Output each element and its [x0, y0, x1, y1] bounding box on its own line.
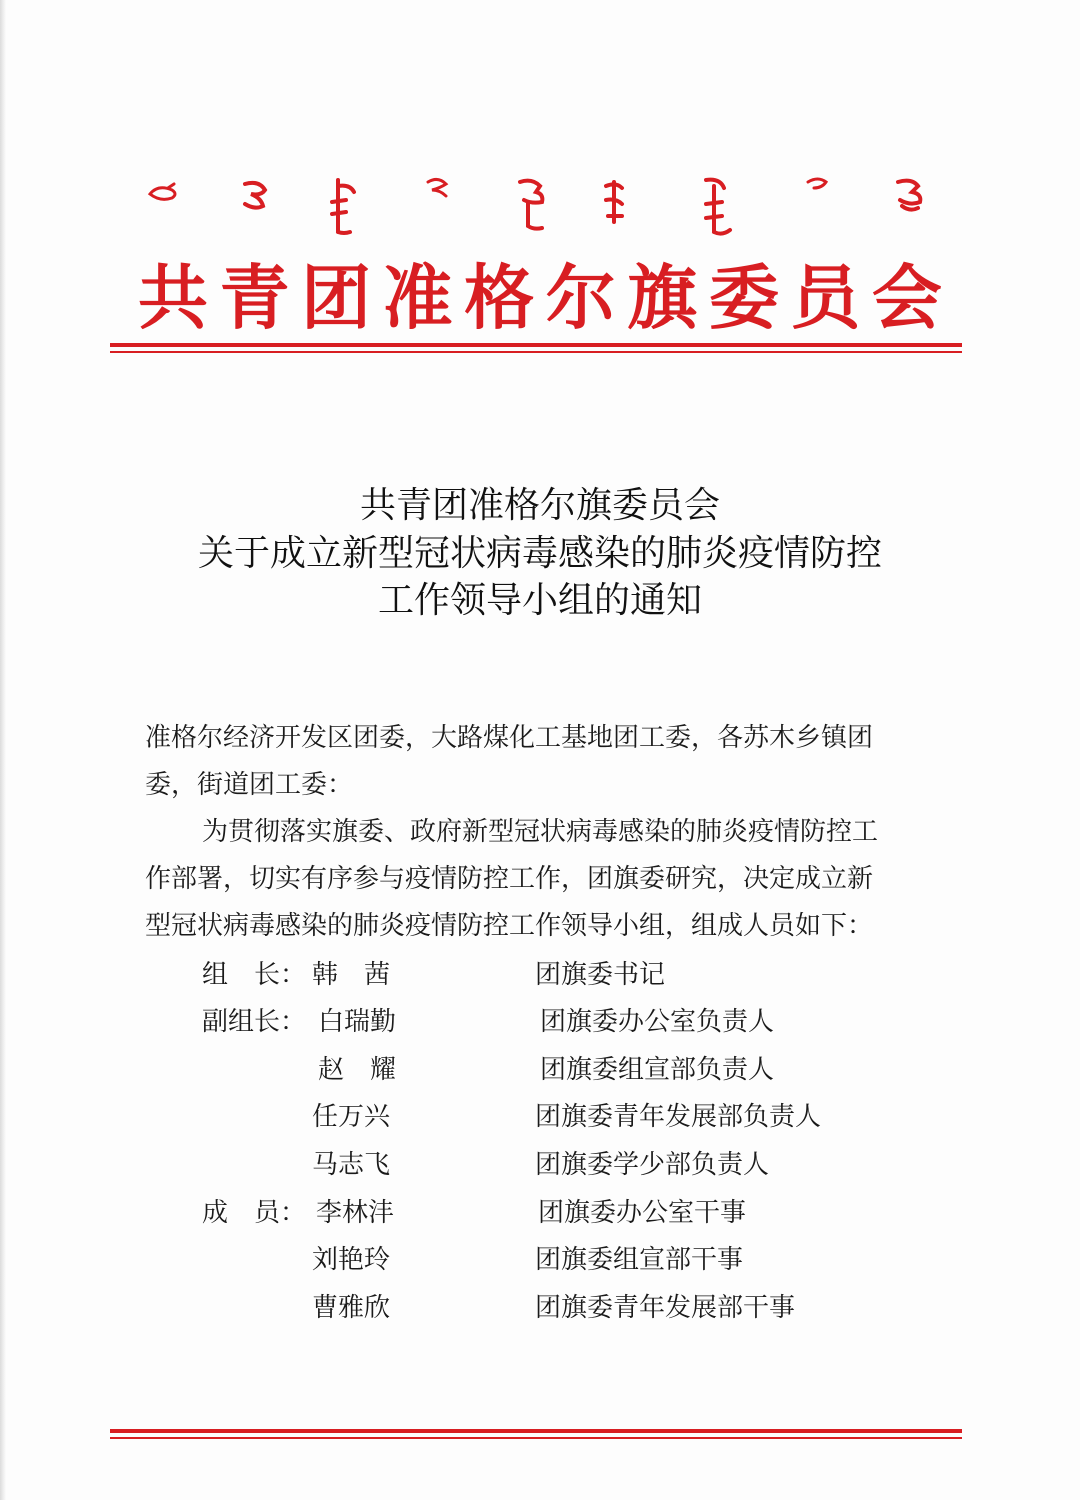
notice-title-line1: 共青团准格尔旗委员会	[359, 485, 720, 526]
letterhead-char: 员	[790, 256, 861, 339]
member-title: 团旗委组宣部干事	[535, 1245, 744, 1275]
member-name: 韩 茜	[312, 960, 391, 990]
member-row	[0, 1237, 1080, 1284]
member-row	[0, 999, 1080, 1046]
letterhead-char: 青	[219, 256, 290, 339]
member-row	[0, 1285, 1080, 1332]
member-row	[0, 1094, 1080, 1141]
member-name: 任万兴	[312, 1102, 391, 1132]
member-title: 团旗委组宣部负责人	[540, 1055, 775, 1085]
letterhead-char: 尔	[545, 256, 616, 339]
member-role: 成 员：	[202, 1198, 307, 1228]
mongolian-script-glyphs	[140, 172, 940, 242]
member-title: 团旗委办公室干事	[538, 1198, 747, 1228]
member-role: 组 长：	[202, 960, 307, 990]
footer-rule-thick	[110, 1429, 962, 1433]
paragraph-line1: 为贯彻落实旗委、政府新型冠状病毒感染的肺炎疫情防控工	[202, 817, 879, 847]
member-name: 赵 耀	[318, 1055, 397, 1085]
letterhead-char: 委	[708, 256, 779, 339]
paragraph-line3: 型冠状病毒感染的肺炎疫情防控工作领导小组，组成人员如下：	[145, 911, 874, 941]
member-title: 团旗委青年发展部干事	[535, 1293, 796, 1323]
addressee-line1: 准格尔经济开发区团委，大路煤化工基地团工委，各苏木乡镇团	[145, 723, 874, 753]
member-name: 李林沣	[316, 1198, 395, 1228]
letterhead-char: 准	[382, 256, 453, 339]
letterhead-char: 团	[301, 256, 372, 339]
member-title: 团旗委青年发展部负责人	[535, 1102, 822, 1132]
member-title: 团旗委办公室负责人	[540, 1007, 775, 1037]
member-title: 团旗委学少部负责人	[535, 1150, 770, 1180]
notice-title-line3: 工作领导小组的通知	[377, 580, 702, 621]
letterhead-char: 格	[464, 256, 535, 339]
member-title: 团旗委书记	[535, 960, 666, 990]
header-rule-thin	[110, 351, 962, 353]
org-letterhead	[110, 258, 970, 338]
paragraph-line2: 作部署，切实有序参与疫情防控工作，团旗委研究，决定成立新	[145, 864, 874, 894]
member-row	[0, 1190, 1080, 1237]
member-row	[0, 1142, 1080, 1189]
footer-rule-thin	[110, 1437, 962, 1439]
mongolian-org-name	[140, 172, 940, 242]
member-row	[0, 1047, 1080, 1094]
letterhead-char: 共	[138, 256, 208, 339]
letterhead-char: 旗	[627, 256, 698, 339]
notice-title-line2: 关于成立新型冠状病毒感染的肺炎疫情防控	[197, 533, 882, 574]
member-name: 马志飞	[312, 1150, 391, 1180]
header-rule-thick	[110, 343, 962, 347]
member-name: 曹雅欣	[312, 1293, 391, 1323]
member-role: 副组长：	[202, 1007, 307, 1037]
member-name: 刘艳玲	[312, 1245, 391, 1275]
addressee-line2: 委，街道团工委：	[145, 770, 354, 800]
letterhead-char: 会	[871, 256, 942, 339]
member-row	[0, 952, 1080, 999]
member-name: 白瑞勤	[318, 1007, 397, 1037]
